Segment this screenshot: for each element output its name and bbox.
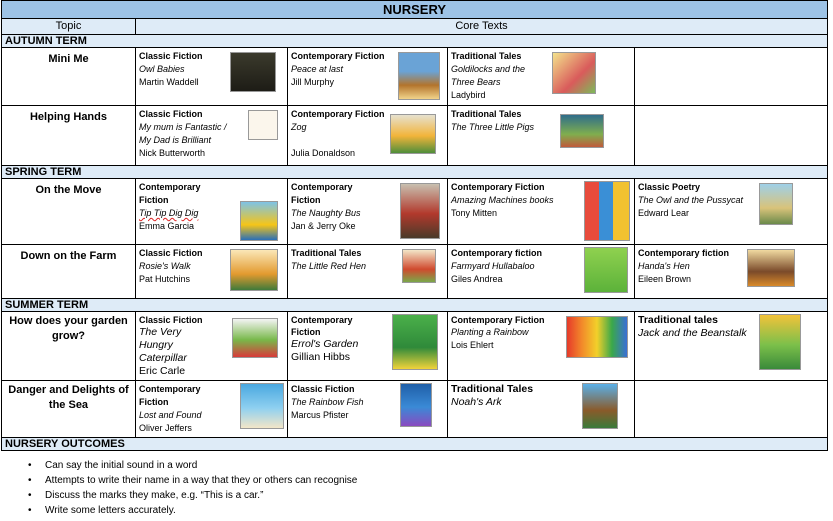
book-author: Eric Carle	[139, 365, 186, 377]
outcomes-list	[1, 458, 827, 518]
table-row	[2, 245, 828, 299]
curriculum-table	[1, 0, 828, 451]
owl-and-pussycat-cover-image	[759, 183, 793, 225]
book-title: The Little Red Hen	[291, 261, 367, 271]
book-author: Lois Ehlert	[451, 340, 494, 350]
topic-cell: Danger and Delights of the Sea	[2, 381, 136, 438]
book-cell	[635, 312, 828, 381]
list-item: • Write some letters accurately.	[45, 503, 827, 518]
book-cell	[288, 245, 448, 299]
book-category: Traditional Tales	[451, 383, 534, 395]
spring-term-heading: SPRING TERM	[2, 166, 828, 179]
jack-and-beanstalk-cover-image	[759, 314, 801, 370]
core-texts-header: Core Texts	[136, 19, 828, 35]
book-title: Lost and Found	[139, 410, 202, 420]
page-title: NURSERY	[2, 1, 828, 19]
book-author: Jan & Jerry Oke	[291, 221, 356, 231]
book-category: Classic Fiction	[291, 384, 355, 394]
book-author: Martin Waddell	[139, 77, 199, 87]
book-title: The Rainbow Fish	[291, 397, 364, 407]
book-title: Planting a Rainbow	[451, 327, 529, 337]
naughty-bus-cover-image	[400, 183, 440, 239]
book-category: Traditional tales	[638, 314, 718, 326]
empty-cell	[635, 106, 828, 166]
errols-garden-cover-image	[392, 314, 438, 370]
book-cell	[136, 245, 288, 299]
book-title: Errol's Garden	[291, 338, 359, 350]
book-author: Gillian Hibbs	[291, 351, 350, 363]
book-category: Contemporary Fiction	[451, 315, 545, 325]
book-category: Classic Fiction	[139, 248, 203, 258]
book-title: The Three Little Pigs	[451, 122, 535, 132]
book-author: Giles Andrea	[451, 274, 503, 284]
book-title: Tip Tip Dig Dig	[139, 208, 199, 218]
book-category: Contemporary Fiction	[451, 182, 545, 192]
book-category: Contemporary Fiction	[291, 315, 353, 337]
table-row	[2, 106, 828, 166]
topic-cell: How does your garden grow?	[2, 312, 136, 381]
table-row	[2, 179, 828, 245]
book-cell	[448, 106, 635, 166]
book-category: Contemporary Fiction	[291, 109, 385, 119]
book-cell	[136, 312, 288, 381]
book-category: Classic Poetry	[638, 182, 701, 192]
autumn-term-heading: AUTUMN TERM	[2, 35, 828, 48]
farmyard-hullabaloo-cover-image	[584, 247, 628, 293]
book-category: Contemporary fiction	[638, 248, 730, 258]
book-category: Contemporary Fiction	[139, 384, 201, 407]
book-cell	[448, 312, 635, 381]
planting-a-rainbow-cover-image	[566, 316, 628, 358]
book-author: Eileen Brown	[638, 274, 692, 284]
peace-at-last-cover-image	[398, 52, 440, 100]
book-title: Handa's Hen	[638, 261, 690, 271]
book-cell	[448, 245, 635, 299]
book-category: Traditional Tales	[451, 109, 522, 119]
goldilocks-cover-image	[552, 52, 596, 94]
book-cell	[136, 48, 288, 106]
book-category: Contemporary fiction	[451, 248, 543, 258]
book-cell	[288, 381, 448, 438]
book-title: Noah's Ark	[451, 396, 502, 408]
topic-cell: Helping Hands	[2, 106, 136, 166]
table-row	[2, 48, 828, 106]
table-row	[2, 312, 828, 381]
book-cell	[136, 179, 288, 245]
rainbow-fish-cover-image	[400, 383, 432, 427]
list-item: • Attempts to write their name in a way that they or others can recognise	[45, 473, 827, 488]
book-cell	[136, 381, 288, 438]
book-title: Jack and the Beanstalk	[638, 327, 747, 339]
book-title: The Naughty Bus	[291, 208, 361, 218]
book-author: Jill Murphy	[291, 77, 335, 87]
topic-cell: Down on the Farm	[2, 245, 136, 299]
book-author: Julia Donaldson	[291, 148, 356, 158]
book-category: Classic Fiction	[139, 315, 203, 325]
table-row	[2, 381, 828, 438]
topic-cell: Mini Me	[2, 48, 136, 106]
book-title: Rosie's Walk	[139, 261, 191, 271]
book-cell	[448, 48, 635, 106]
book-category: Traditional Tales	[451, 51, 522, 61]
book-author: Oliver Jeffers	[139, 423, 192, 433]
rosies-walk-cover-image	[230, 249, 278, 291]
book-title: The Owl and the Pussycat	[638, 195, 744, 205]
book-title: Amazing Machines books	[451, 195, 554, 205]
three-little-pigs-cover-image	[560, 114, 604, 148]
book-cell	[448, 179, 635, 245]
book-cell	[448, 381, 635, 438]
little-red-hen-cover-image	[402, 249, 436, 283]
outcomes-heading: NURSERY OUTCOMES	[2, 438, 828, 451]
topic-header: Topic	[2, 19, 136, 35]
book-title: Zog	[291, 122, 307, 132]
book-category: Contemporary Fiction	[139, 182, 201, 205]
book-cell	[288, 48, 448, 106]
list-item: • Can say the initial sound in a word	[45, 458, 827, 473]
book-category: Contemporary Fiction	[291, 182, 353, 205]
zog-cover-image	[390, 114, 436, 154]
book-category: Classic Fiction	[139, 51, 203, 61]
lost-and-found-cover-image	[240, 383, 284, 429]
book-author: Marcus Pfister	[291, 410, 349, 420]
book-cell	[288, 312, 448, 381]
book-title: My mum is Fantastic / My Dad is Brilliant	[139, 122, 227, 145]
book-cell	[136, 106, 288, 166]
book-cell	[288, 179, 448, 245]
book-title: Goldilocks and the Three Bears	[451, 64, 526, 87]
book-title: Owl Babies	[139, 64, 185, 74]
book-title: Farmyard Hullabaloo	[451, 261, 535, 271]
amazing-machines-covers-image	[584, 181, 630, 241]
hungry-caterpillar-cover-image	[232, 318, 278, 358]
owl-babies-cover-image	[230, 52, 276, 92]
my-mum-is-fantastic-cover-image	[248, 110, 278, 140]
book-author: Edward Lear	[638, 208, 690, 218]
list-item: • Discuss the marks they make, e.g. “This is a car.”	[45, 488, 827, 503]
book-category: Classic Fiction	[139, 109, 203, 119]
tip-tip-dig-dig-cover-image	[240, 201, 278, 241]
book-author: Emma Garcia	[139, 221, 195, 231]
book-author: Pat Hutchins	[139, 274, 191, 284]
book-title: Peace at last	[291, 64, 344, 74]
book-cell	[288, 106, 448, 166]
topic-cell: On the Move	[2, 179, 136, 245]
book-author: Tony Mitten	[451, 208, 498, 218]
empty-cell	[635, 381, 828, 438]
handas-hen-cover-image	[747, 249, 795, 287]
noahs-ark-cover-image	[582, 383, 618, 429]
book-category: Traditional Tales	[291, 248, 362, 258]
empty-cell	[635, 48, 828, 106]
book-cell	[635, 179, 828, 245]
book-title: The Very Hungry Caterpillar	[139, 326, 187, 364]
book-author: Ladybird	[451, 90, 486, 100]
book-category: Contemporary Fiction	[291, 51, 385, 61]
book-cell	[635, 245, 828, 299]
summer-term-heading: SUMMER TERM	[2, 299, 828, 312]
book-author: Nick Butterworth	[139, 148, 206, 158]
